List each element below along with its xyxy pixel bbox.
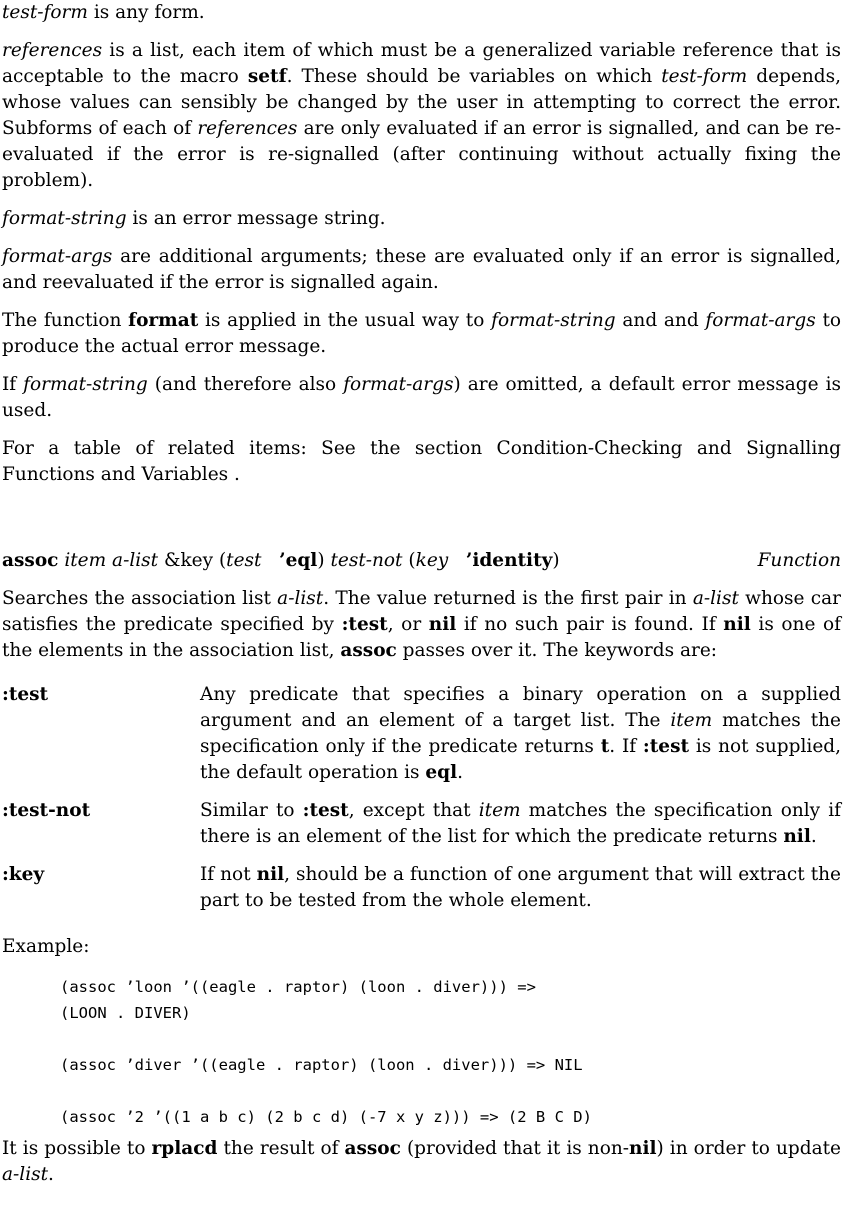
para-assoc-description: [2, 586, 841, 664]
keyword-test: [2, 682, 841, 786]
para-related-items: For a table of related items: See the section Condition-Checking and Signalling Functions and Variables .: [2, 438, 841, 485]
text-run: assoc: [344, 1138, 401, 1159]
keyword-description: [200, 682, 841, 786]
text-run: ): [317, 550, 331, 571]
para-rplacd: [2, 1136, 841, 1188]
text-run: eql: [425, 762, 458, 783]
example-code-block: (assoc ’loon ’((eagle . raptor) (loon . diver))) => (LOON . DIVER) (assoc ’diver ’((eagle . raptor) (loon . diver))) => NIL (assoc ’2 ’((1 a b c) (2 b c d) (-7 x y z))) => (2 B C D): [60, 978, 592, 1126]
text-run: It is possible to: [2, 1138, 152, 1159]
text-run: Searches the association list: [2, 588, 278, 609]
text-run: (and therefore also: [147, 374, 344, 395]
text-run: format: [128, 310, 199, 331]
text-run: :test: [341, 614, 388, 635]
assoc-signature: [2, 548, 841, 574]
text-run: a-list: [692, 588, 739, 609]
text-run: nil: [629, 1138, 657, 1159]
text-run: and and: [615, 310, 706, 331]
signature-kind: Function: [757, 550, 841, 571]
text-run: assoc: [2, 550, 59, 571]
text-run: are additional arguments; these are evaluated only if an error is signalled, and reevaluated if the error is signalled again.: [2, 246, 841, 293]
signature-args: [2, 548, 560, 574]
text-run: references: [2, 40, 103, 61]
example-label: Example:: [2, 936, 90, 957]
text-run: format-string: [2, 208, 127, 229]
text-run: format-string: [491, 310, 616, 331]
text-run: is one of the elements in the association list,: [2, 614, 841, 661]
para-omitted: [2, 372, 841, 424]
text-run: .: [48, 1164, 54, 1185]
text-run: is an error message string.: [126, 208, 386, 229]
text-run: .: [457, 762, 463, 783]
keyword-key: [2, 862, 841, 914]
text-run: rplacd: [151, 1138, 218, 1159]
text-run: . These should be variables on which: [286, 66, 662, 87]
text-run: are only evaluated if an error is signalled, and can be re-evaluated if the error is re-signalled (after continuing without actually fixing the problem).: [2, 118, 841, 191]
text-run: , except that: [348, 800, 479, 821]
keyword-name: :test-not: [2, 800, 91, 821]
text-run: :test: [302, 800, 349, 821]
text-run: , should be a function of one argument that will extract the part to be tested from the whole element.: [200, 864, 842, 911]
text-run: matches the specification only if there is an element of the list for which the predicate returns: [200, 800, 841, 847]
text-run: to produce the actual error message.: [2, 310, 842, 357]
text-run: test: [226, 550, 262, 571]
text-run: setf: [247, 66, 287, 87]
text-run: nil: [783, 826, 811, 847]
text-run: ’identity: [465, 550, 553, 571]
para-format-function: [2, 308, 841, 360]
text-run: (: [402, 550, 416, 571]
text-run: ’eql: [279, 550, 318, 571]
text-run: test-form: [661, 66, 748, 87]
text-run: ) are omitted, a default error message is used.: [2, 374, 841, 421]
text-run: a-list: [112, 550, 159, 571]
text-run: is any form.: [87, 2, 205, 23]
para-test-form: [2, 0, 841, 26]
keyword-name: :key: [2, 864, 45, 885]
text-run: format-string: [23, 374, 148, 395]
text-run: is applied in the usual way to: [198, 310, 492, 331]
text-run: , or: [387, 614, 429, 635]
text-run: . If: [609, 736, 643, 757]
text-run: is a list, each item of which must be a generalized variable reference that is acceptable to the macro: [2, 40, 841, 87]
text-run: t: [600, 736, 610, 757]
text-run: The function: [2, 310, 129, 331]
text-run: .: [810, 826, 817, 847]
text-run: test-not: [330, 550, 403, 571]
text-run: format-args: [343, 374, 454, 395]
para-format-string: [2, 206, 841, 232]
text-run: nil: [428, 614, 457, 635]
text-run: If: [2, 374, 24, 395]
text-run: item: [670, 710, 713, 731]
text-run: references: [197, 118, 298, 139]
text-run: item: [64, 550, 107, 571]
text-run: ): [552, 550, 560, 571]
keyword-test-not: [2, 798, 841, 850]
text-run: nil: [723, 614, 751, 635]
text-run: test-form: [2, 2, 88, 23]
text-run: . The value returned is the first pair in: [323, 588, 693, 609]
text-run: assoc: [340, 640, 397, 661]
text-run: the result of: [217, 1138, 345, 1159]
text-run: ) in order to update: [656, 1138, 841, 1159]
text-run: :test: [642, 736, 690, 757]
text-run: nil: [256, 864, 285, 885]
text-run: item: [478, 800, 521, 821]
text-run: format-args: [2, 246, 113, 267]
text-run: Any predicate that specifies a binary operation on a supplied argument and an element of a target list. The: [200, 684, 841, 731]
text-run: if no such pair is found. If: [456, 614, 724, 635]
text-run: is not supplied, the default operation is: [200, 736, 841, 783]
text-run: Similar to: [200, 800, 303, 821]
text-run: passes over it. The keywords are:: [396, 640, 718, 661]
text-run: If not: [200, 864, 257, 885]
text-run: key: [415, 550, 449, 571]
text-run: &key (: [163, 550, 227, 571]
para-format-args: [2, 244, 841, 296]
text-run: matches the specification only if the predicate returns: [200, 710, 841, 757]
text-run: a-list: [2, 1164, 49, 1185]
text-run: a-list: [277, 588, 324, 609]
keyword-description: [200, 862, 841, 914]
keyword-description: [200, 798, 841, 850]
text-run: depends, whose values can sensibly be changed by the user in attempting to correct the error. Subforms of each of: [2, 66, 841, 139]
text-run: (provided that it is non-: [400, 1138, 630, 1159]
keyword-name: :test: [2, 684, 49, 705]
text-run: format-args: [705, 310, 816, 331]
text-run: whose car satisfies the predicate specified by: [2, 588, 841, 635]
document-page: [2, 0, 841, 1188]
para-references: [2, 38, 841, 194]
